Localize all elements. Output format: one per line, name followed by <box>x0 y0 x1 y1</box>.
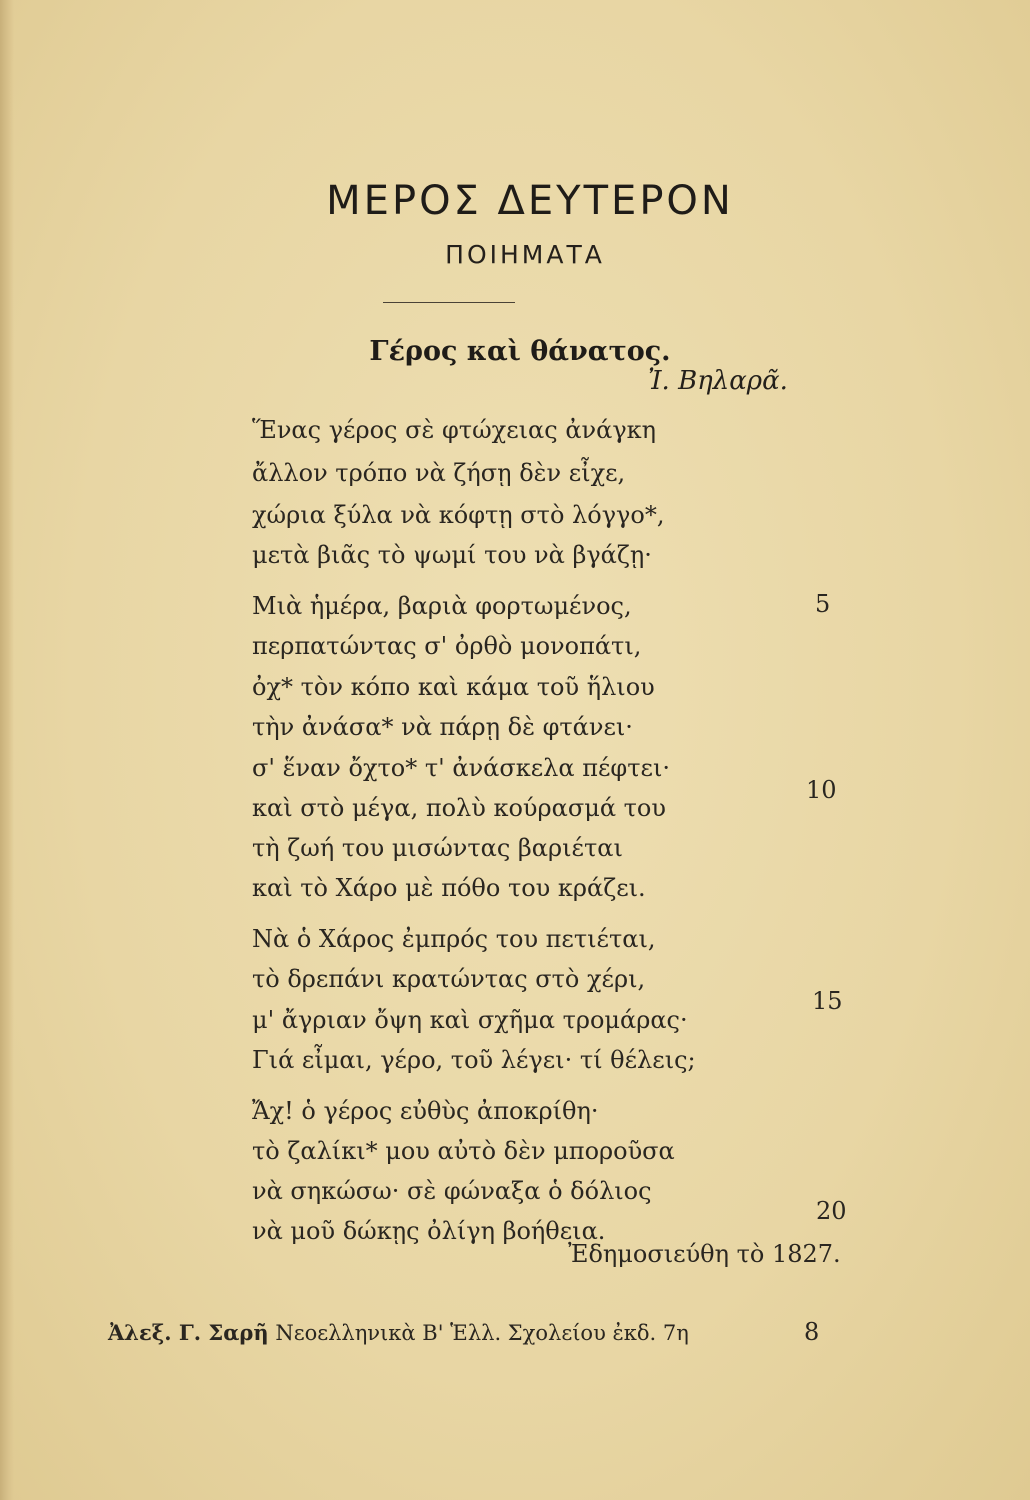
poem-line: Ἕνας γέρος σὲ φτώχειας ἀνάγκη <box>252 416 657 444</box>
poem-title: Γέρος καὶ θάνατος. <box>369 336 671 367</box>
divider <box>383 302 515 303</box>
publication-note: Ἐδημοσιεύθη τὸ 1827. <box>568 1240 841 1268</box>
poem-author: Ἰ. Βηλαρᾶ. <box>648 366 788 396</box>
line-number: 20 <box>816 1197 847 1225</box>
poem-line: χώρια ξύλα νὰ κόφτῃ στὸ λόγγο*, <box>252 501 665 529</box>
footer-author: Ἀλεξ. Γ. Σαρῆ <box>108 1320 269 1345</box>
poem-line: μετὰ βιᾶς τὸ ψωμί του νὰ βγάζῃ· <box>252 541 652 569</box>
page-number: 8 <box>804 1318 820 1346</box>
poem-line: νὰ μοῦ δώκῃς ὀλίγη βοήθεια. <box>252 1217 606 1245</box>
poem-line: τὸ δρεπάνι κρατώντας στὸ χέρι, <box>252 965 646 993</box>
poem-line: Νὰ ὁ Χάρος ἐμπρός του πετιέται, <box>252 925 656 953</box>
poem-line: Ἄχ! ὁ γέρος εὐθὺς ἀποκρίθη· <box>252 1097 599 1125</box>
poem-line: τὴ ζωή του μισώντας βαριέται <box>252 834 623 862</box>
poem-line: ἄλλον τρόπο νὰ ζήσῃ δὲν εἶχε, <box>252 459 626 487</box>
poem-line: νὰ σηκώσω· σὲ φώναξα ὁ δόλιος <box>252 1177 652 1205</box>
poem-line: Μιὰ ἡμέρα, βαριὰ φορτωμένος, <box>252 592 632 620</box>
poem-line: τὴν ἀνάσα* νὰ πάρῃ δὲ φτάνει· <box>252 713 633 741</box>
poem-line: τὸ ζαλίκι* μου αὐτὸ δὲν μποροῦσα <box>252 1137 675 1165</box>
part-title: ΜΕΡΟΣ ΔΕΥΤΕΡΟΝ <box>326 178 734 224</box>
poem-line: μ' ἄγριαν ὄψη καὶ σχῆμα τρομάρας· <box>252 1006 688 1034</box>
poem-line: καὶ στὸ μέγα, πολὺ κούρασμά του <box>252 794 666 822</box>
line-number: 5 <box>815 590 831 618</box>
poem-line: σ' ἕναν ὄχτο* τ' ἀνάσκελα πέφτει· <box>252 754 670 782</box>
poem-line: Γιά εἶμαι, γέρο, τοῦ λέγει· τί θέλεις; <box>252 1046 696 1074</box>
section-title: ΠΟΙΗΜΑΤΑ <box>445 240 605 269</box>
poem-line: ὀχ* τὸν κόπο καὶ κάμα τοῦ ἥλιου <box>252 673 655 701</box>
line-number: 15 <box>812 987 843 1015</box>
page-binding-edge <box>0 0 14 1500</box>
footer-book-title: Νεοελληνικὰ Β' Ἑλλ. Σχολείου ἐκδ. 7η <box>275 1321 689 1345</box>
footer-source <box>108 1320 689 1345</box>
poem-line: καὶ τὸ Χάρο μὲ πόθο του κράζει. <box>252 874 646 902</box>
line-number: 10 <box>806 776 837 804</box>
poem-line: περπατώντας σ' ὀρθὸ μονοπάτι, <box>252 632 642 660</box>
